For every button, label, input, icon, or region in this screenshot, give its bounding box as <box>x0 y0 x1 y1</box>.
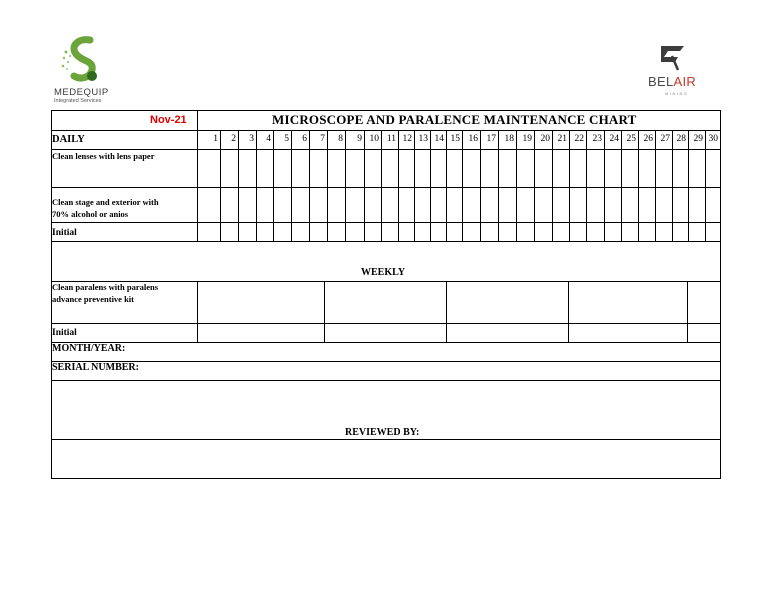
day-number: 29 <box>693 134 703 144</box>
month-label: Nov-21 <box>150 114 187 126</box>
daily-initial-label: Initial <box>52 228 77 238</box>
grid-line <box>568 281 569 343</box>
reviewed-by-label: REVIEWED BY: <box>345 427 420 438</box>
grid-line <box>197 130 198 242</box>
grid-line <box>197 110 198 130</box>
day-column-line <box>552 130 553 242</box>
grid-line <box>687 281 688 343</box>
day-column-line <box>327 130 328 242</box>
day-column-line <box>414 130 415 242</box>
grid-line <box>51 361 721 362</box>
grid-line <box>51 342 721 343</box>
day-number: 6 <box>302 134 307 144</box>
medequip-subtitle: Integrated Services <box>54 98 102 104</box>
day-column-line <box>462 130 463 242</box>
day-number: 10 <box>369 134 379 144</box>
grid-line <box>51 323 721 324</box>
day-column-line <box>364 130 365 242</box>
day-column-line <box>498 130 499 242</box>
month-year-label: MONTH/YEAR: <box>52 343 126 354</box>
day-number: 28 <box>676 134 686 144</box>
day-column-line <box>688 130 689 242</box>
day-column-line <box>604 130 605 242</box>
belair-brand-bel: BEL <box>648 74 674 89</box>
day-column-line <box>273 130 274 242</box>
day-column-line <box>516 130 517 242</box>
grid-line <box>51 380 721 381</box>
day-number: 27 <box>660 134 670 144</box>
grid-line <box>446 281 447 343</box>
belair-brand-air: AIR <box>673 74 697 89</box>
day-column-line <box>238 130 239 242</box>
day-column-line <box>309 130 310 242</box>
day-column-line <box>705 130 706 242</box>
day-column-line <box>381 130 382 242</box>
grid-line <box>197 281 198 343</box>
day-number: 14 <box>434 134 444 144</box>
task-clean-lenses: Clean lenses with lens paper <box>52 151 155 161</box>
medequip-logo <box>52 36 122 108</box>
day-number: 20 <box>540 134 550 144</box>
day-number: 3 <box>249 134 254 144</box>
day-number: 19 <box>522 134 532 144</box>
day-number: 17 <box>486 134 496 144</box>
day-number: 16 <box>468 134 478 144</box>
task-clean-paralens: Clean paralens with paralens <box>52 282 159 292</box>
day-number: 21 <box>557 134 567 144</box>
day-column-line <box>256 130 257 242</box>
day-number: 18 <box>504 134 514 144</box>
day-number: 9 <box>357 134 362 144</box>
day-number: 12 <box>402 134 412 144</box>
day-column-line <box>672 130 673 242</box>
day-number: 22 <box>574 134 584 144</box>
day-column-line <box>621 130 622 242</box>
day-column-line <box>569 130 570 242</box>
day-column-line <box>534 130 535 242</box>
grid-line <box>51 478 721 479</box>
day-number: 13 <box>418 134 428 144</box>
medequip-swirl-icon <box>60 36 106 86</box>
grid-line <box>51 110 721 111</box>
day-number: 5 <box>284 134 289 144</box>
day-column-line <box>480 130 481 242</box>
weekly-initial-label: Initial <box>52 328 77 338</box>
day-column-line <box>291 130 292 242</box>
task-clean-stage: Clean stage and exterior with <box>52 197 159 207</box>
day-number: 4 <box>266 134 271 144</box>
day-number: 15 <box>450 134 460 144</box>
day-column-line <box>398 130 399 242</box>
daily-label: DAILY <box>52 134 85 145</box>
day-number: 8 <box>338 134 343 144</box>
belair-f-icon <box>658 44 688 72</box>
day-number: 23 <box>592 134 602 144</box>
belair-tagline: MINING <box>665 91 689 96</box>
day-column-line <box>430 130 431 242</box>
weekly-label: WEEKLY <box>361 267 406 278</box>
day-number: 7 <box>320 134 325 144</box>
day-column-line <box>638 130 639 242</box>
belair-brand <box>648 74 696 89</box>
serial-number-label: SERIAL NUMBER: <box>52 362 139 373</box>
day-number: 11 <box>386 134 396 144</box>
day-column-line <box>345 130 346 242</box>
grid-line <box>324 281 325 343</box>
day-number: 24 <box>609 134 619 144</box>
day-column-line <box>655 130 656 242</box>
day-number: 1 <box>213 134 218 144</box>
day-number: 2 <box>231 134 236 144</box>
task-clean-paralens-line2: advance preventive kit <box>52 294 135 304</box>
day-number: 30 <box>708 134 718 144</box>
belair-logo <box>648 44 710 100</box>
page-title: MICROSCOPE AND PARALENCE MAINTENANCE CHART <box>272 112 637 127</box>
day-number: 25 <box>626 134 636 144</box>
medequip-name: MEDEQUIP <box>54 87 109 98</box>
day-column-line <box>586 130 587 242</box>
day-number: 26 <box>643 134 653 144</box>
task-clean-stage-line2: 70% alcohol or anios <box>52 209 129 219</box>
day-column-line <box>446 130 447 242</box>
grid-line <box>720 110 721 479</box>
day-column-line <box>220 130 221 242</box>
grid-line <box>51 439 721 440</box>
